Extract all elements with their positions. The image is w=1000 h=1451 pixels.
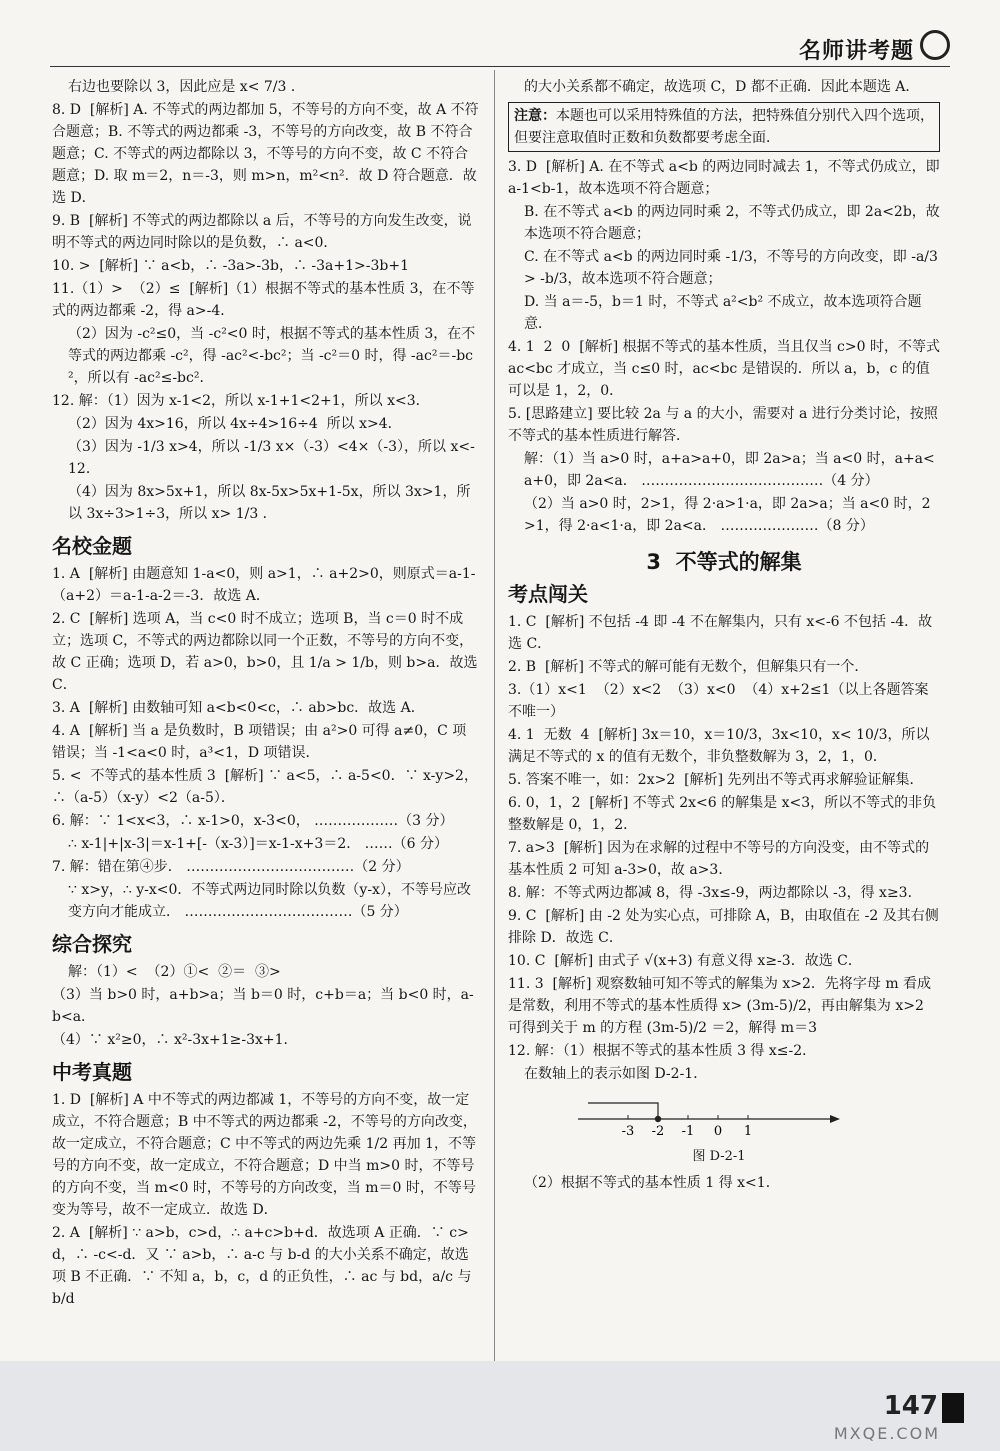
answer-paragraph: 右边也要除以 3，因此应是 x< 7/3 ． (68, 79, 305, 95)
answer-paragraph: 2. A [解析] ∵ a>b，c>d，∴ a+c>b+d．故选项 A 正确．∵ c>d，∴ -c<-d．又 ∵ a>b，∴ a-c 与 b-d 的大小关系不确定，故选项 B 不正确．∵ 不知 a，b，c，d 的正负性，∴ ac 与 bd，a/c 与 b/d (52, 1225, 476, 1307)
answer-paragraph: 10. > [解析] ∵ a<b，∴ -3a>-3b，∴ -3a+1>-3b+1 (52, 258, 410, 274)
answer-paragraph: 7. a>3 [解析] 因为在求解的过程中不等号的方向没变，由不等式的基本性质 2 可知 a-3>0，故 a>3． (508, 840, 930, 878)
figure-caption: 图 D-2-1 (692, 1149, 746, 1164)
answer-paragraph: 1. A [解析] 由题意知 1-a<0，则 a>1，∴ a+2>0，则原式＝a-1-（a+2）＝a-1-a-2＝-3．故选 A． (52, 566, 476, 604)
answer-paragraph: 12. 解：（1）根据不等式的基本性质 3 得 x≤-2． (508, 1043, 817, 1059)
answer-paragraph: 解：（1）当 a>0 时，a+a>a+0，即 2a>a；当 a<0 时，a+a<a+0，即 2a<a． …………………………………（4 分） (524, 451, 935, 489)
number-line-tick-label: -2 (651, 1124, 665, 1139)
answer-paragraph: （3）因为 -1/3 x>4，所以 -1/3 x×（-3）<4×（-3），所以 x<-12． (68, 439, 475, 477)
answer-paragraph: 3. A [解析] 由数轴可知 a<b<0<c，∴ ab>bc．故选 A． (52, 700, 425, 716)
answer-paragraph: 解：（1）< （2）①< ②＝ ③> (68, 964, 281, 980)
answer-paragraph: 5. < 不等式的基本性质 3 [解析] ∵ a<5，∴ a-5<0．∵ x-y>2，∴（a-5）（x-y）<2（a-5）． (52, 768, 478, 806)
answer-paragraph: 的大小关系都不确定，故选项 C，D 都不正确．因此本题选 A． (524, 79, 920, 95)
number-line-tick-label: 0 (713, 1124, 723, 1139)
header-rule (50, 66, 950, 67)
answer-paragraph: D. 当 a＝-5，b＝1 时，不等式 a²<b² 不成立，故本选项符合题意． (524, 294, 922, 332)
solid-point-icon (655, 1116, 661, 1122)
column-divider (494, 70, 495, 1370)
page-footer (0, 1361, 1000, 1451)
note-label: 注意： (514, 108, 556, 124)
number-line-tick-label: -3 (621, 1124, 635, 1139)
answer-paragraph: 2. C [解析] 选项 A，当 c<0 时不成立；选项 B，当 c＝0 时不成立；选项 C，不等式的两边都除以同一个正数，不等号的方向不变，故 C 正确；选项 D，若 a>0，b>0，且 1/a > 1/b，则 b>a．故选 C． (52, 611, 482, 693)
section-heading: 中考真题 (52, 1060, 132, 1084)
answer-paragraph: 在数轴上的表示如图 D-2-1． (524, 1066, 708, 1082)
brand-logo-icon (920, 30, 950, 60)
answer-paragraph: ∵ x>y，∴ y-x<0．不等式两边同时除以负数（y-x），不等号应改变方向才能成立． ………………………………（5 分） (68, 882, 471, 920)
answer-paragraph: 6. 0，1，2 [解析] 不等式 2x<6 的解集是 x<3，所以不等式的非负整数解是 0，1，2． (508, 795, 937, 833)
page-header (0, 0, 1000, 70)
answer-paragraph: 4. 1 无数 4 [解析] 3x＝10，x＝10/3，3x<10，x< 10/3，所以满足不等式的 x 的值有无数个，非负整数解为 3，2，1，0． (508, 727, 930, 765)
answer-paragraph: 10. C [解析] 由式子 √(x+3) 有意义得 x≥-3．故选 C． (508, 953, 862, 969)
answer-paragraph: 11. 3 [解析] 观察数轴可知不等式的解集为 x>2．先将字母 m 看成是常数，利用不等式的基本性质得 x> (3m-5)/2，再由解集为 x>2 可得到关于 m 的方程 (3m-5)/2 ＝2，解得 m＝3 (508, 976, 932, 1036)
answer-paragraph: （4）因为 8x>5x+1，所以 8x-5x>5x+1-5x，所以 3x>1，所以 3x÷3>1÷3，所以 x> 1/3 ． (68, 484, 471, 522)
number-line-figure (568, 1093, 940, 1168)
right-column (508, 76, 945, 1195)
section-heading: 考点闯关 (508, 582, 588, 606)
answer-paragraph: （2）根据不等式的基本性质 1 得 x<1． (524, 1175, 780, 1191)
answer-paragraph: ∴ x-1|+|x-3|＝x-1+[-（x-3）]＝x-1-x+3＝2． ……（6 分） (68, 836, 449, 852)
answer-paragraph: 7. 解：错在第④步． ………………………………（2 分） (52, 859, 410, 875)
note-text: 本题也可以采用特殊值的方法，把特殊值分别代入四个选项，但要注意取值时正数和负数都要考虑全面． (514, 108, 934, 146)
answer-paragraph: （2）当 a>0 时，2>1，得 2·a>1·a，即 2a>a；当 a<0 时，2>1，得 2·a<1·a，即 2a<a． …………………（8 分） (524, 496, 931, 534)
answer-paragraph: 5. 答案不唯一，如：2x>2 [解析] 先列出不等式再求解验证解集． (508, 772, 924, 788)
answer-paragraph: （3）当 b>0 时，a+b>a；当 b＝0 时，c+b＝a；当 b<0 时，a-b<a． (52, 987, 474, 1025)
answer-paragraph: 9. C [解析] 由 -2 处为实心点，可排除 A，B，由取值在 -2 及其右侧排除 D．故选 C． (508, 908, 939, 946)
section-heading: 名校金题 (52, 534, 132, 558)
answer-paragraph: 9. B [解析] 不等式的两边都除以 a 后，不等号的方向发生改变，说明不等式的两边同时除以的是负数，∴ a<0． (52, 213, 472, 251)
answer-paragraph: 3.（1）x<1 （2）x<2 （3）x<0 （4）x+2≤1（以上各题答案不唯一） (508, 682, 929, 720)
left-column (52, 76, 480, 1311)
number-line-tick-label: -1 (681, 1124, 695, 1139)
note-box (508, 102, 940, 152)
page-number: 147 (883, 1391, 938, 1421)
answer-paragraph: B. 在不等式 a<b 的两边同时乘 2，不等式仍成立，即 2a<2b，故本选项不符合题意； (524, 204, 940, 242)
answer-paragraph: C. 在不等式 a<b 的两边同时乘 -1/3，不等号的方向改变，即 -a/3 > -b/3，故本选项不符合题意； (524, 249, 943, 287)
answer-paragraph: 4. 1 2 0 [解析] 根据不等式的基本性质，当且仅当 c>0 时，不等式 ac<bc 才成立，当 c≤0 时，ac<bc 是错误的．所以 a，b，c 的值可以是 1，2，0． (508, 339, 945, 399)
watermark-text: MXQE.COM (833, 1424, 940, 1443)
answer-paragraph: 8. 解：不等式两边都减 8，得 -3x≤-9，两边都除以 -3，得 x≥3． (508, 885, 922, 901)
solution-ray (588, 1103, 658, 1119)
number-line-arrow-icon (830, 1115, 840, 1123)
answer-paragraph: 4. A [解析] 当 a 是负数时，B 项错误；由 a²>0 可得 a≠0，C 项错误；当 -1<a<0 时，a³<1，D 项错误． (52, 723, 467, 761)
answer-paragraph: 3. D [解析] A. 在不等式 a<b 的两边同时减去 1，不等式仍成立，即 a-1<b-1，故本选项不符合题意； (508, 159, 945, 197)
answer-paragraph: 11.（1）> （2）≤ [解析]（1）根据不等式的基本性质 3，在不等式的两边都乘 -2，得 a>-4． (52, 281, 475, 319)
answer-paragraph: 8. D [解析] A. 不等式的两边都加 5，不等号的方向不变，故 A 不符合题意；B. 不等式的两边都乘 -3，不等号的方向改变，故 B 不符合题意；C. 不等式的两边都除以 3，不等号的方向不变，故 C 不符合题意；D. 取 m＝2，n＝-3，则 m>n，m²<n²．故 D 符合题意．故选 D． (52, 102, 479, 206)
answer-paragraph: 1. D [解析] A 中不等式的两边都减 1，不等号的方向不变，故一定成立，不符合题意；B 中不等式的两边都乘 -2，不等号的方向改变，故一定成立，不符合题意；C 中不等式的两边先乘 1/2 再加 1，不等号的方向不变，故一定成立，不符合题意；D 中当 m>0 时，不等号的方向不变，当 m<0 时，不等号的方向改变，当 m＝0 时，不等号变为等号，故不一定成立．故选 D． (52, 1092, 477, 1218)
answer-paragraph: 2. B [解析] 不等式的解可能有无数个，但解集只有一个． (508, 659, 869, 675)
answer-paragraph: （2）因为 4x>16，所以 4x÷4>16÷4 所以 x>4． (68, 416, 402, 432)
answer-paragraph: 6. 解：∵ 1<x<3，∴ x-1>0，x-3<0， ………………（3 分） (52, 813, 454, 829)
number-line-tick-label: 1 (743, 1124, 753, 1139)
page-corner-mark (942, 1393, 964, 1423)
answer-paragraph: （2）因为 -c²≤0，当 -c²<0 时，根据不等式的基本性质 3，在不等式的两边都乘 -c²，得 -ac²<-bc²；当 -c²＝0 时，得 -ac²＝-bc²，所以有 -ac²≤-bc²． (68, 326, 476, 386)
answer-paragraph: （4）∵ x²≥0，∴ x²-3x+1≥-3x+1． (52, 1032, 298, 1048)
answer-paragraph: 5. [思路建立] 要比较 2a 与 a 的大小，需要对 a 进行分类讨论，按照不等式的基本性质进行解答． (508, 406, 938, 444)
brand-title: 名师讲考题 (798, 39, 914, 64)
answer-paragraph: 12. 解：（1）因为 x-1<2，所以 x-1+1<2+1，所以 x<3． (52, 393, 430, 409)
number-line-svg (568, 1093, 848, 1139)
section-heading: 3 不等式的解集 (646, 550, 802, 574)
answer-paragraph: 1. C [解析] 不包括 -4 即 -4 不在解集内，只有 x<-6 不包括 -4．故选 C． (508, 614, 933, 652)
section-heading: 综合探究 (52, 932, 132, 956)
